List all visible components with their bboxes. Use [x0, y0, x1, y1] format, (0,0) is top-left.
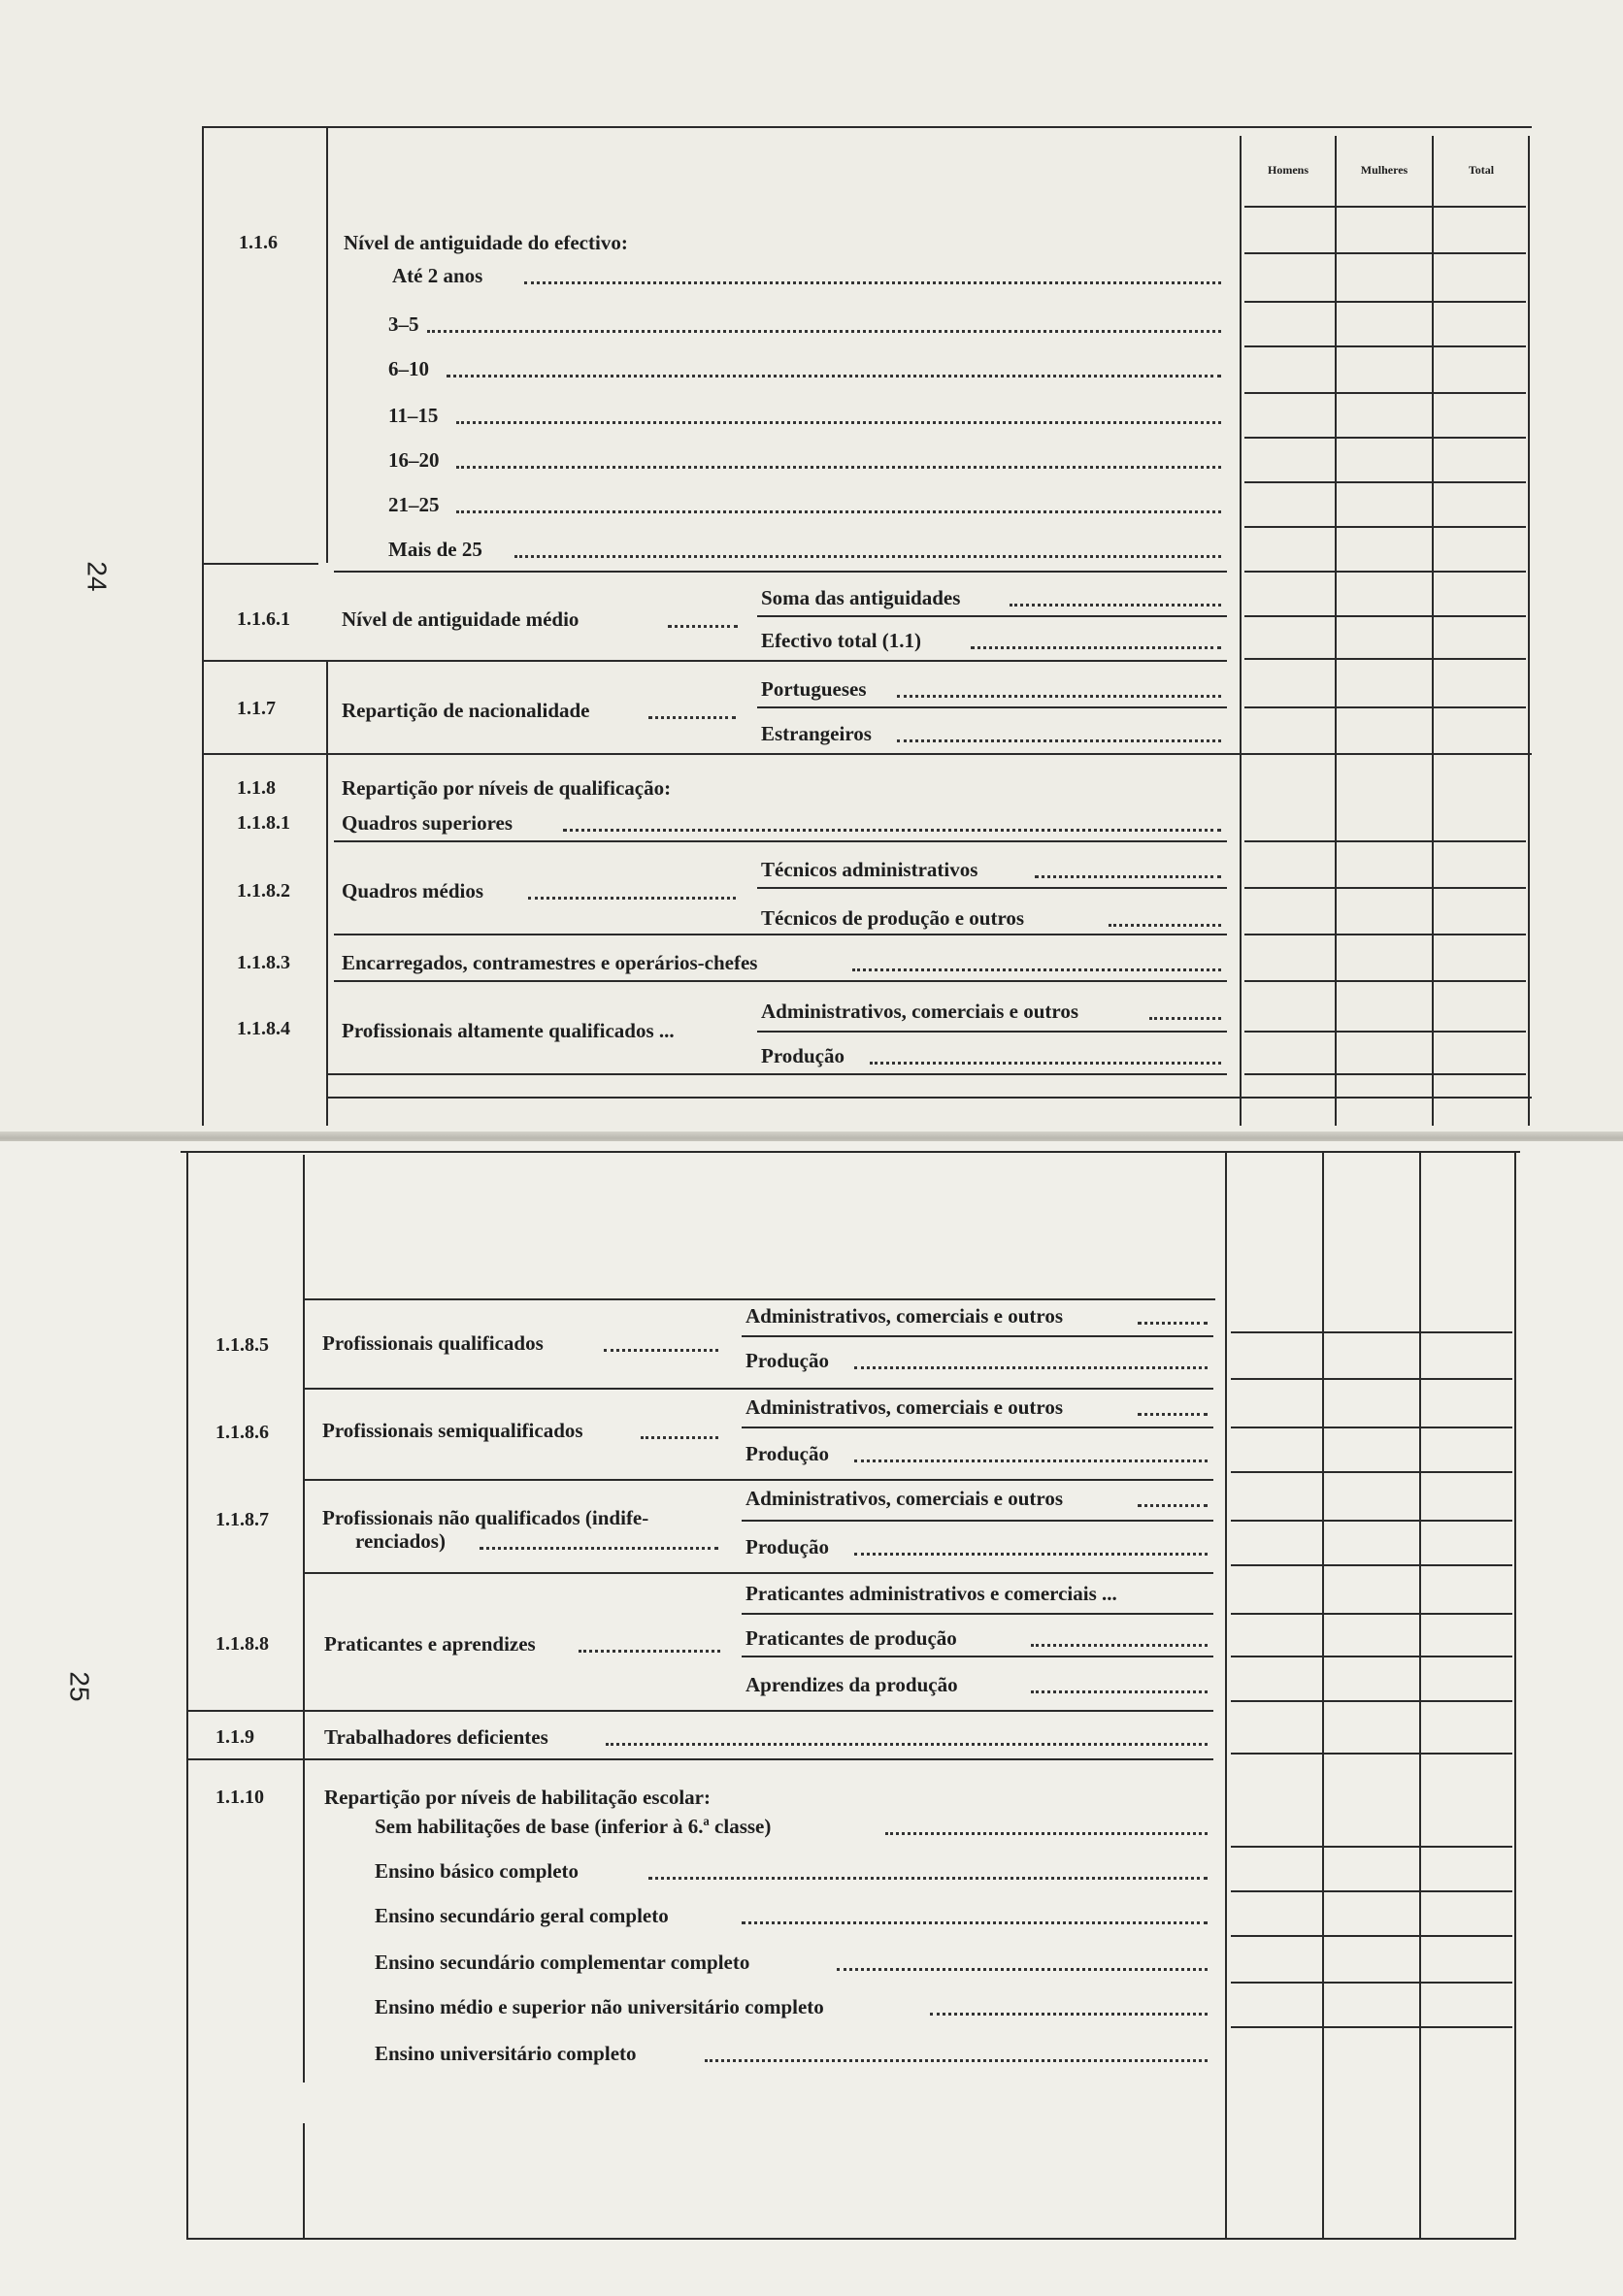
- code-column-divider: [303, 1155, 305, 2083]
- sub-label: Administrativos, comerciais e outros: [745, 1304, 1064, 1328]
- section-title: Repartição de nacionalidade: [342, 699, 590, 722]
- code-column-divider: [326, 126, 328, 563]
- top-border: [202, 126, 1532, 128]
- range-label: 16–20: [388, 448, 440, 472]
- column-header-total: Total: [1468, 163, 1495, 177]
- col-divider-3: [1419, 1151, 1421, 2240]
- column-header-homens: Homens: [1268, 163, 1308, 177]
- range-label: Até 2 anos: [392, 264, 483, 287]
- bottom-border: [186, 2238, 1516, 2240]
- sub-label: Técnicos de produção e outros: [761, 906, 1025, 930]
- section-title: Profissionais altamente qualificados ...: [342, 1019, 675, 1042]
- left-border: [202, 126, 204, 1126]
- sub-label: Aprendizes da produção: [745, 1673, 958, 1696]
- sub-label: Produção: [761, 1044, 845, 1067]
- column-header-mulheres: Mulheres: [1360, 163, 1408, 177]
- section-code: 1.1.8.3: [237, 952, 290, 973]
- education-level: Ensino universitário completo: [375, 2042, 637, 2065]
- section-code: 1.1.8.6: [215, 1422, 269, 1443]
- section-title: Profissionais qualificados: [322, 1331, 544, 1355]
- sub-label: Técnicos administrativos: [761, 858, 978, 881]
- section-code: 1.1.8.2: [237, 880, 290, 902]
- section-code: 1.1.8.1: [237, 812, 290, 834]
- col-divider-4: [1528, 136, 1530, 1126]
- sub-label: Administrativos, comerciais e outros: [745, 1487, 1064, 1510]
- range-label: 3–5: [388, 312, 419, 336]
- section-code: 1.1.8: [237, 777, 276, 799]
- col-divider-3: [1432, 136, 1434, 1126]
- sub-label: Produção: [745, 1442, 829, 1465]
- left-border: [186, 1151, 188, 2240]
- range-label: 6–10: [388, 357, 429, 380]
- header-rule: [1244, 206, 1526, 208]
- page-number: 24: [82, 561, 113, 592]
- section-code: 1.1.8.5: [215, 1334, 269, 1356]
- sub-label: Praticantes de produção: [745, 1626, 957, 1650]
- col-divider-4: [1514, 1151, 1516, 2240]
- section-code: 1.1.8.4: [237, 1018, 290, 1039]
- section-title: Nível de antiguidade do efectivo:: [344, 231, 628, 254]
- section-title: Trabalhadores deficientes: [324, 1725, 548, 1749]
- page-number: 25: [64, 1671, 95, 1702]
- section-code: 1.1.6.1: [237, 608, 290, 630]
- sub-label: Soma das antiguidades: [761, 586, 961, 609]
- range-label: Mais de 25: [388, 538, 482, 561]
- section-code: 1.1.7: [237, 698, 276, 719]
- education-level: Ensino secundário complementar completo: [375, 1951, 750, 1974]
- sub-label: Efectivo total (1.1): [761, 629, 922, 652]
- section-code: 1.1.8.8: [215, 1633, 269, 1655]
- sub-label: Portugueses: [761, 677, 867, 701]
- section-title: Profissionais semiqualificados: [322, 1419, 583, 1442]
- section-code: 1.1.6: [239, 232, 278, 253]
- section-code: 1.1.9: [215, 1726, 254, 1748]
- section-title: Praticantes e aprendizes: [324, 1632, 536, 1656]
- col-divider-2: [1335, 136, 1337, 1126]
- section-title: Encarregados, contramestres e operários-chefes: [342, 951, 758, 974]
- sub-label: Administrativos, comerciais e outros: [745, 1395, 1064, 1419]
- range-label: 21–25: [388, 493, 440, 516]
- section-code: 1.1.8.7: [215, 1509, 269, 1530]
- section-title: Nível de antiguidade médio: [342, 607, 580, 631]
- col-divider-2: [1322, 1151, 1324, 2240]
- section-title-cont: renciados): [355, 1529, 446, 1553]
- section-title: Repartição por níveis de habilitação escolar:: [324, 1786, 711, 1809]
- range-label: 11–15: [388, 404, 439, 427]
- col-divider-1: [1240, 136, 1242, 1126]
- top-page: [0, 0, 1623, 1135]
- section-title: Profissionais não qualificados (indife-: [322, 1506, 649, 1529]
- sub-label: Produção: [745, 1349, 829, 1372]
- section-code: 1.1.10: [215, 1787, 264, 1808]
- col-divider-1: [1225, 1151, 1227, 2240]
- education-level: Sem habilitações de base (inferior à 6.ª classe): [375, 1815, 772, 1838]
- code-column-divider-lower: [303, 2123, 305, 2240]
- sub-label: Produção: [745, 1535, 829, 1558]
- sub-label: Praticantes administrativos e comerciais ...: [745, 1582, 1117, 1605]
- top-border: [181, 1151, 1520, 1153]
- bottom-page: [0, 1141, 1623, 2296]
- code-column-divider-lower: [326, 660, 328, 1126]
- sub-label: Estrangeiros: [761, 722, 872, 745]
- education-level: Ensino básico completo: [375, 1859, 580, 1883]
- section-title: Repartição por níveis de qualificação:: [342, 776, 672, 800]
- education-level: Ensino secundário geral completo: [375, 1904, 669, 1927]
- section-title: Quadros superiores: [342, 811, 513, 835]
- section-title: Quadros médios: [342, 879, 484, 902]
- education-level: Ensino médio e superior não universitário completo: [375, 1995, 824, 2018]
- sub-label: Administrativos, comerciais e outros: [761, 1000, 1079, 1023]
